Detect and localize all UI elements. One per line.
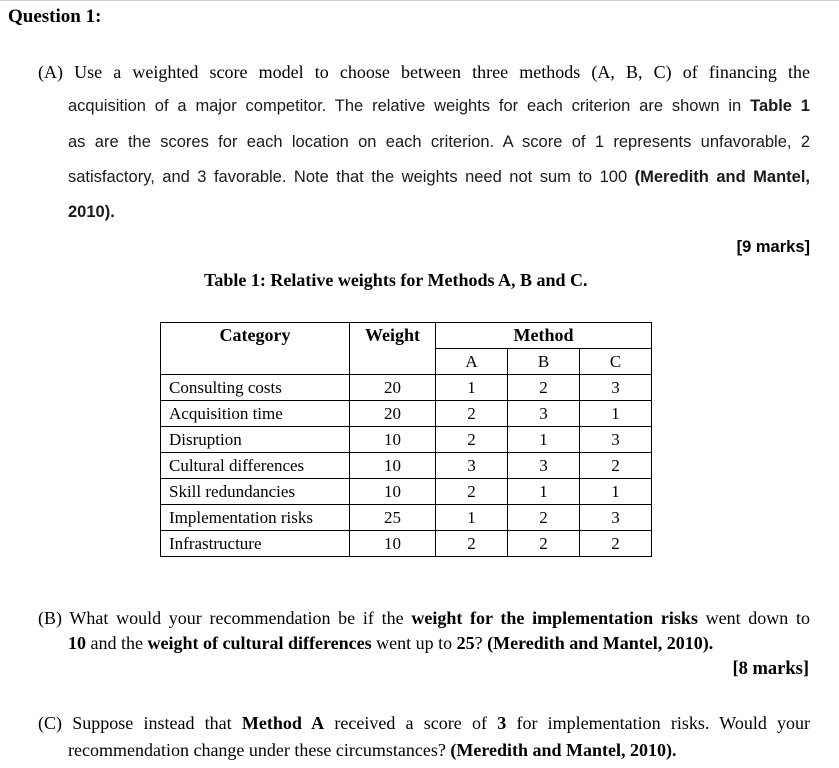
part-c-l1-bold2: 3 — [497, 713, 507, 733]
part-c-l1-bold1: Method A — [241, 713, 325, 733]
row-score-c: 2 — [580, 531, 652, 557]
row-score-a: 3 — [436, 453, 508, 479]
method-b-header: B — [508, 349, 580, 375]
part-a-line-1 — [38, 62, 810, 83]
part-a-line-5 — [68, 203, 115, 222]
part-b-l2-bold1: 10 — [68, 633, 86, 653]
part-a-marks: [9 marks] — [736, 238, 810, 256]
method-a-header: A — [436, 349, 508, 375]
row-score-b: 1 — [508, 479, 580, 505]
table-row — [161, 453, 652, 479]
row-score-a: 2 — [436, 427, 508, 453]
row-score-b: 2 — [508, 375, 580, 401]
row-score-a: 2 — [436, 479, 508, 505]
table-row — [161, 479, 652, 505]
part-c-l2-text: recommendation change under these circumstances? — [68, 740, 446, 760]
row-score-c: 3 — [580, 427, 652, 453]
row-category: Cultural differences — [161, 453, 350, 479]
row-weight: 10 — [350, 479, 436, 505]
question-title: Question 1: — [8, 6, 102, 27]
part-a-line-2-text: acquisition of a major competitor. The relative weights for each criterion are shown in — [68, 97, 742, 115]
part-c-line-2 — [68, 740, 677, 761]
row-weight: 25 — [350, 505, 436, 531]
row-score-c: 3 — [580, 505, 652, 531]
citation-a-2: 2010). — [68, 203, 115, 221]
row-score-c: 2 — [580, 453, 652, 479]
subheader-weight-blank — [350, 349, 436, 375]
part-c-l1-post: for implementation risks. Would your — [516, 713, 811, 733]
row-weight: 10 — [350, 427, 436, 453]
table-row — [161, 427, 652, 453]
row-weight: 10 — [350, 531, 436, 557]
table-subheader-row — [161, 349, 652, 375]
header-category: Category — [161, 323, 350, 349]
citation-c: (Meredith and Mantel, 2010). — [450, 740, 677, 760]
part-a-line-2 — [68, 97, 810, 116]
header-weight: Weight — [350, 323, 436, 349]
method-c-header: C — [580, 349, 652, 375]
part-a-line-4-text: satisfactory, and 3 favorable. Note that the weights need not sum to 100 — [68, 168, 628, 186]
row-score-a: 1 — [436, 505, 508, 531]
row-score-c: 1 — [580, 401, 652, 427]
part-a-line-3-text: as are the scores for each location on each criterion. A score of 1 represents unfavorable, 2 — [68, 133, 810, 151]
row-category: Skill redundancies — [161, 479, 350, 505]
part-b-l2-mid1: and the — [90, 633, 143, 653]
citation-a-1: (Meredith and Mantel, — [634, 168, 810, 186]
part-b-l2-mid2: went up to — [376, 633, 453, 653]
row-score-b: 2 — [508, 531, 580, 557]
part-c-l1-mid: received a score of — [334, 713, 487, 733]
part-a-line-3 — [68, 133, 810, 152]
row-category: Acquisition time — [161, 401, 350, 427]
part-b-l2-q: ? — [474, 633, 483, 653]
row-score-b: 2 — [508, 505, 580, 531]
part-b-line-1 — [38, 608, 810, 629]
row-weight: 20 — [350, 401, 436, 427]
header-method: Method — [436, 323, 652, 349]
row-category: Consulting costs — [161, 375, 350, 401]
table-reference: Table 1 — [750, 97, 810, 115]
row-weight: 20 — [350, 375, 436, 401]
part-a-line-1-text: (A) Use a weighted score model to choose between three methods (A, B, C) of financing the — [38, 62, 810, 82]
row-category: Disruption — [161, 427, 350, 453]
citation-b: (Meredith and Mantel, 2010). — [487, 633, 714, 653]
part-c-l1-pre: (C) Suppose instead that — [38, 713, 232, 733]
row-weight: 10 — [350, 453, 436, 479]
part-b-l1-bold: weight for the implementation risks — [411, 608, 698, 628]
row-score-b: 3 — [508, 401, 580, 427]
part-b-line-2 — [68, 633, 713, 654]
scores-table — [160, 322, 652, 557]
part-a-line-4 — [68, 168, 810, 187]
row-category: Infrastructure — [161, 531, 350, 557]
top-rule — [0, 0, 839, 1]
part-b-l1-pre: (B) What would your recommendation be if the — [38, 608, 404, 628]
table-row — [161, 375, 652, 401]
row-score-a: 1 — [436, 375, 508, 401]
part-b-marks: [8 marks] — [732, 659, 809, 679]
table-row — [161, 531, 652, 557]
part-b-l1-post: went down to — [705, 608, 811, 628]
row-score-b: 3 — [508, 453, 580, 479]
table-caption: Table 1: Relative weights for Methods A, B and C. — [204, 270, 588, 290]
row-score-c: 1 — [580, 479, 652, 505]
part-b-l2-bold3: 25 — [456, 633, 475, 653]
table-row — [161, 401, 652, 427]
row-score-a: 2 — [436, 531, 508, 557]
subheader-category-blank — [161, 349, 350, 375]
table-header-row — [161, 323, 652, 349]
table-row — [161, 505, 652, 531]
row-score-a: 2 — [436, 401, 508, 427]
row-category: Implementation risks — [161, 505, 350, 531]
part-c-line-1 — [38, 713, 810, 734]
row-score-b: 1 — [508, 427, 580, 453]
row-score-c: 3 — [580, 375, 652, 401]
part-b-l2-bold2: weight of cultural differences — [147, 633, 372, 653]
